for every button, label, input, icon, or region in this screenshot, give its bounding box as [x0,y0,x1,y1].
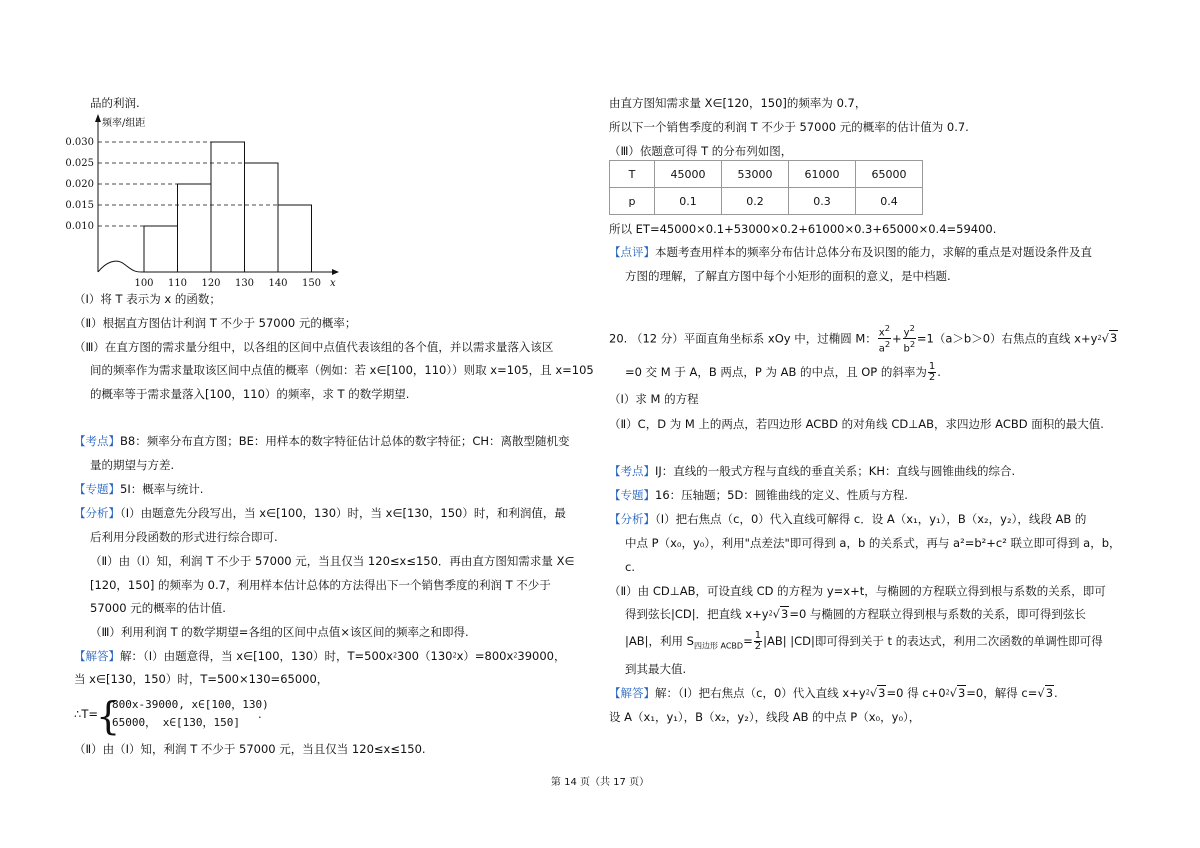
zhuanti-text: 5I：概率与统计. [120,482,204,496]
fenxi-text: （Ⅰ）由题意先分段写出，当 x∈[100，130）时，当 x∈[130，150）时，和利润值，最 [120,506,566,520]
text-line: 品的利润. [90,96,140,110]
fenxi-text: （Ⅰ）把右焦点（c，0）代入直线可解得 c．设 A（x₁，y₁），B（x₂，y₂），线段 AB 的 [655,512,1087,526]
jieda-text-cont: （Ⅱ）由（Ⅰ）知，利润 T 不少于 57000 元，当且仅当 120≤x≤150. [74,742,426,756]
table-cell: 53000 [722,161,789,188]
x-axis-label: x [330,278,336,289]
histogram-bar [144,226,178,272]
x-tick-label: 110 [167,278,188,289]
problem-20-part-2: （Ⅱ）C，D 为 M 上的两点，若四边形 ACBD 的对角线 CD⊥AB，求四边形 ACBD 面积的最大值. [609,417,1104,431]
fenxi-text-cont: 得到弦长|CD|．把直线 x+y⁲√3=0 与椭圆的方程联立得到根与系数的关系，即可得到弦长 [625,607,1086,621]
zhuanti-line [74,481,203,497]
fenxi-text-cont: （Ⅱ）由（I）知，利润 T 不少于 57000 元，当且仅当 120≤x≤150．再由直方图知需求量 X∈ [90,554,575,568]
histogram-bar [278,205,312,272]
fenxi-line [74,505,566,521]
table-row [610,161,923,188]
kaodian-text: IJ：直线的一般式方程与直线的垂直关系；KH：直线与圆锥曲线的综合. [655,464,1016,478]
histogram-bar [211,142,245,272]
fraction-x2-a2: $\frac{x^2}{a^2}$ [878,323,891,355]
question-part-3-line: 间的频率作为需求量取该区间中点值的概率（例如：若 x∈[100，110））则取 x=105，且 x=105 [90,363,594,377]
table-row [610,188,923,215]
x-tick-label: 120 [201,278,221,289]
table-cell: T [610,161,655,188]
kaodian-line [609,463,1015,479]
piecewise-brace: { [96,694,121,738]
zhuanti-tag: 【专题】 [609,488,655,502]
x-tick-label: 130 [234,278,255,289]
y-tick-label: 0.025 [65,158,94,169]
sqrt-3: 3 [1109,331,1118,346]
jieda-line: 【解答】解：（Ⅰ）把右焦点（c，0）代入直线 x+y⁲√3=0 得 c+0⁲√3=0，解得 c=√3. [609,686,1058,700]
kaodian-text: B8：频率分布直方图；BE：用样本的数字特征估计总体的数字特征；CH：离散型随机变 [120,434,570,448]
y-tick-label: 0.020 [65,179,94,190]
fenxi-line [609,511,1086,527]
y-tick-label: 0.015 [65,200,94,211]
table-cell: p [610,188,655,215]
kaodian-line [74,433,570,449]
fenxi-text-cont: 57000 元的概率的估计值. [90,601,226,615]
fenxi-text-cont: [120，150] 的频率为 0.7，利用样本估计总体的方法得出下一个销售季度的利润 T 不少于 [90,578,551,592]
fenxi-text-cont: （Ⅱ）由 CD⊥AB，可设直线 CD 的方程为 y=x+t，与椭圆的方程联立得到根与系数的关系，即可 [609,584,1106,598]
zhuanti-line [609,487,908,503]
table-cell: 0.4 [856,188,923,215]
problem-20-line: 20. （12 分）平面直角坐标系 xOy 中，过椭圆 M： $\frac{x^2}{a^2}$ + $\frac{y^2}{b^2}$ =1（a＞b＞0）右焦点的直线 x+y⁲√3 [609,323,1118,355]
fraction-half: $\frac{1}{2}$ [754,630,762,652]
table-cell: 65000 [856,161,923,188]
dianping-tag: 【点评】 [609,245,655,259]
problem-20-text: =0 交 M 于 A，B 两点，P 为 AB 的中点，且 OP 的斜率为 [625,365,927,379]
dianping-line [609,244,1092,260]
problem-20-part-1: （Ⅰ）求 M 的方程 [609,392,699,406]
x-tick-label: 150 [301,278,322,289]
piecewise-case-1: 800x-39000, x∈[100，130) [112,698,269,711]
dianping-text-cont: 方图的理解，了解直方图中每个小矩形的面积的意义，是中档题. [625,269,951,283]
distribution-table [609,160,923,215]
question-part-2: （Ⅱ）根据直方图估计利润 T 不少于 57000 元的概率； [74,316,357,330]
fenxi-text-cont: 中点 P（x₀，y₀），利用"点差法"即可得到 a，b 的关系式，再与 a²=b²+c² 联立即可得到 a，b， [625,536,1121,550]
y-axis-arrow [95,114,101,122]
kaodian-tag: 【考点】 [74,434,120,448]
text-line: 所以下一个销售季度的利润 T 不少于 57000 元的概率的估计值为 0.7. [609,120,969,134]
text-line: 由直方图知需求量 X∈[120，150]的频率为 0.7， [609,96,867,110]
fenxi-text-cont: 到其最大值. [625,662,687,676]
text-line: （Ⅲ）依题意可得 T 的分布列如图， [609,144,793,158]
zhuanti-tag: 【专题】 [74,482,120,496]
page-footer: 第 14 页（共 17 页） [550,777,650,788]
text-line: 所以 ET=45000×0.1+53000×0.2+61000×0.3+65000×0.4=59400. [609,222,997,236]
jieda-tag: 【解答】 [74,649,120,663]
y-tick-label: 0.010 [65,221,94,232]
fraction-half: $\frac{1}{2}$ [928,361,936,383]
x-axis [98,261,332,272]
y-tick-label: 0.030 [65,137,94,148]
fenxi-tag: 【分析】 [74,506,120,520]
problem-20-text: 20. （12 分）平面直角坐标系 xOy 中，过椭圆 M： [609,331,877,346]
fenxi-text-cont: |AB|，利用 $S_{四边形 ACBD}=$ $\frac{1}{2}$ |AB| |CD|即可得到关于 t 的表达式，利用二次函数的单调性即可得 [625,630,1103,652]
kaodian-text-cont: 量的期望与方差. [90,458,175,472]
fenxi-text-cont: c. [625,560,635,574]
x-tick-label: 140 [268,278,288,289]
histogram-bar [245,163,279,272]
jieda-line [74,648,565,664]
problem-20-line: =0 交 M 于 A，B 两点，P 为 AB 的中点，且 OP 的斜率为 $\frac{1}{2}$ . [625,361,941,383]
question-part-3: （Ⅲ）在直方图的需求量分组中，以各组的区间中点值代表该组的各个值，并以需求量落入该区 [74,340,554,354]
piecewise-case-2: 65000， x∈[130，150] [112,716,240,729]
jieda-text: 解：（Ⅰ）由题意得，当 x∈[100，130）时，T=500x⁲300（130⁲x）=800x⁲39000， [120,649,566,663]
jieda-text-cont: 设 A（x₁，y₁），B（x₂，y₂），线段 AB 的中点 P（x₀，y₀）， [609,710,921,724]
zhuanti-text: 16：压轴题；5D：圆锥曲线的定义、性质与方程. [655,488,908,502]
y-axis-label: 频率/组距 [102,118,146,129]
dianping-text: 本题考查用样本的频率分布估计总体分布及识图的能力，求解的重点是对题设条件及直 [655,245,1092,259]
piecewise-end: . [258,707,262,721]
x-tick-label: 100 [134,278,154,289]
question-part-3-line: 的概率等于需求量落入[100，110）的频率，求 T 的数学期望. [90,387,410,401]
fenxi-text-cont: （Ⅲ）利用利润 T 的数学期望=各组的区间中点值×该区间的频率之和即得. [90,625,469,639]
jieda-tag: 【解答】 [609,686,655,700]
question-part-1: （Ⅰ）将 T 表示为 x 的函数； [74,292,221,306]
table-cell: 45000 [655,161,722,188]
histogram-bar [178,184,212,272]
frequency-histogram [62,112,352,294]
piecewise-lead: ∴T= [74,707,98,721]
fenxi-tag: 【分析】 [609,512,655,526]
fraction-y2-b2: $\frac{y^2}{b^2}$ [903,323,916,355]
jieda-text-cont: 当 x∈[130，150）时，T=500×130=65000， [74,672,329,686]
problem-20-text: =1（a＞b＞0）右焦点的直线 x+y⁲ [916,331,1102,346]
table-cell: 0.1 [655,188,722,215]
table-cell: 0.2 [722,188,789,215]
table-cell: 0.3 [789,188,856,215]
table-cell: 61000 [789,161,856,188]
fenxi-text-cont: 后利用分段函数的形式进行综合即可. [90,530,278,544]
kaodian-tag: 【考点】 [609,464,655,478]
x-axis-arrow [332,269,339,275]
